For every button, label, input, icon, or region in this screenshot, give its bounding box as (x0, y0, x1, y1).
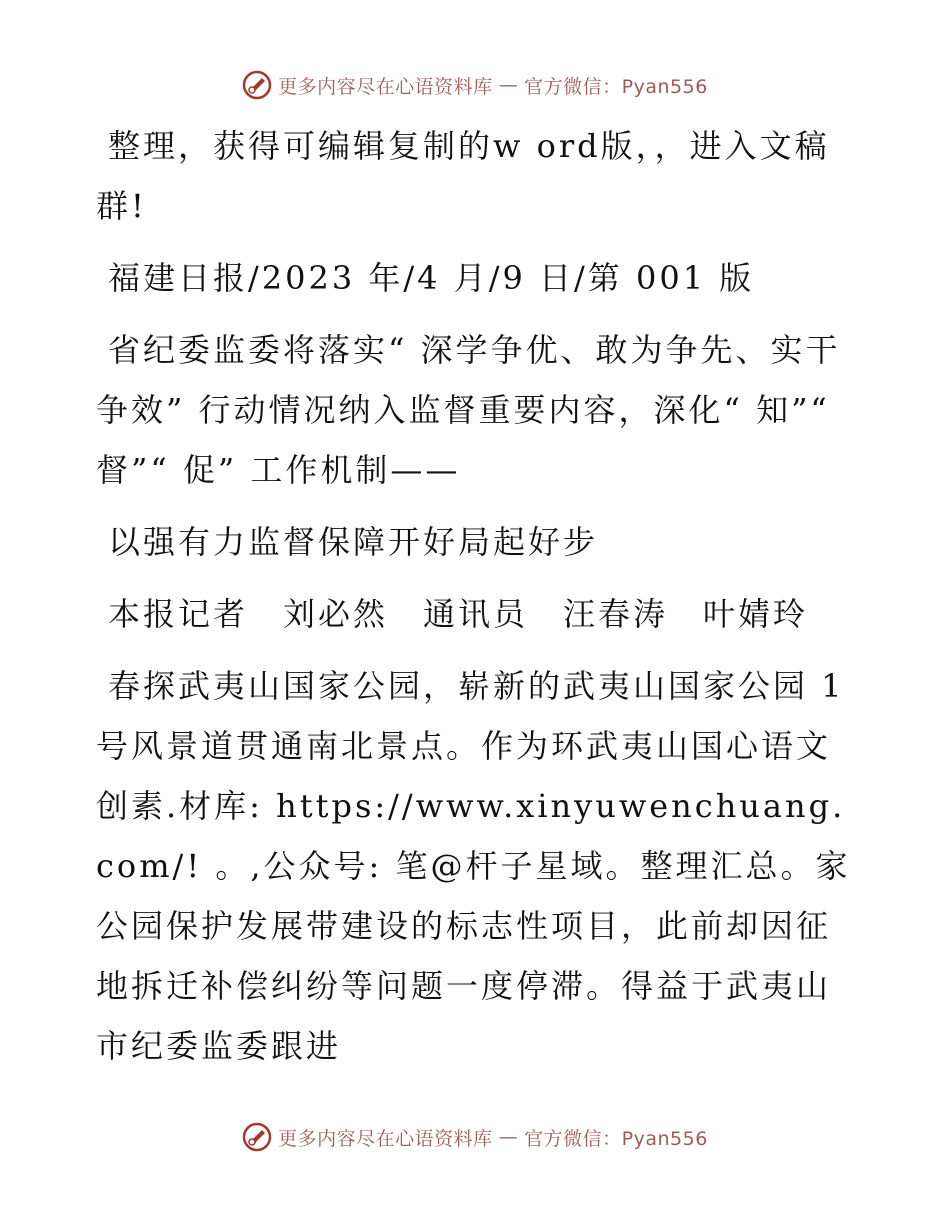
source-line: 福建日报/2023 年/4 月/9 日/第 001 版 (108, 259, 755, 297)
watermark-suffix: 官方微信：Pyan556 (524, 1127, 708, 1150)
article-headline: 以强有力监督保障开好局起好步 (108, 523, 599, 561)
intro-note: 整理，获得可编辑复制的w ord版，，进入文稿群! (96, 127, 830, 225)
document-body (96, 116, 856, 1088)
byline: 本报记者 刘必然 通讯员 汪春涛 叶婧玲 (108, 595, 809, 633)
brand-logo-icon (242, 70, 272, 100)
footer-watermark (0, 1122, 950, 1152)
watermark-suffix: 官方微信：Pyan556 (524, 75, 708, 98)
watermark-text: 更多内容尽在心语资料库 (278, 1127, 493, 1150)
watermark-text: 更多内容尽在心语资料库 (278, 75, 493, 98)
watermark-separator: — (498, 74, 519, 96)
article-kicker: 省纪委监委将落实“ 深学争优、敢为争先、实干争效” 行动情况纳入监督重要内容，深化“ 知”“ 督”“ 促” 工作机制—— (96, 331, 841, 489)
watermark-separator: — (498, 1126, 519, 1148)
article-paragraph: 春探武夷山国家公园，崭新的武夷山国家公园 1号风景道贯通南北景点。作为环武夷山国心语文创素.材库: https://www.xinyuwenchuang.com/! 。,公众号: 笔@杆子星域。整理汇总。家公园保护发展带建设的标志性项目，此前却因征地拆迁补偿纠纷等问题一度停滞。得益于武夷山市纪委监委跟进 (96, 667, 851, 1065)
brand-logo-icon (242, 1122, 272, 1152)
header-watermark (0, 70, 950, 100)
